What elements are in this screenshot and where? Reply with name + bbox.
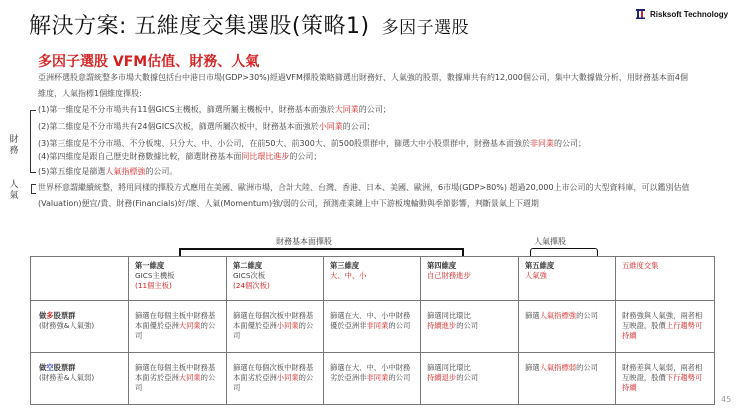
header-cell-empty bbox=[31, 257, 129, 301]
header-cell-dim2: 第二維度 GICS次板 (24個次板) bbox=[227, 257, 324, 301]
header-cell-dim1: 第一維度 GICS主機板 (11個主板) bbox=[129, 257, 227, 301]
dimension-3-highlight: 非同業 bbox=[530, 139, 555, 148]
dimension-3: (3)第三維度是不分市場、不分板塊、只分大、中、小公司，在前50大、前300大、前500股票群中，篩選大中小股票群中，財務基本面強於非同業的公司； bbox=[38, 139, 587, 148]
world-line-2: (Valuation)便宜/貴、財務(Financials)好/壞、人氣(Momentum)強/弱的公司，預測產業鏈上中下游板塊輪動與季節影響，判斷景氣上下週期 bbox=[38, 199, 539, 208]
table-cell: 篩選在大、中、小中財務優於亞洲非非同業的公司 bbox=[324, 301, 421, 353]
strategy-table bbox=[30, 256, 715, 405]
intro-line-2: 維度，人氣指標1個維度擇股: bbox=[38, 89, 142, 98]
row-label-long: 做多股票群 (財務強&人氣強) bbox=[31, 301, 129, 353]
dimension-1: (1)第一維度是不分市場共有11個GICS主機板，篩選所屬主機板中，財務基本面強於大同業的公司； bbox=[38, 105, 391, 114]
page-number: 45 bbox=[721, 395, 732, 404]
header-cell-dim4: 第四維度 自己財務進步 bbox=[421, 257, 519, 301]
table-header-row bbox=[31, 257, 715, 301]
risksoft-logo-icon bbox=[636, 9, 645, 19]
table-cell: 篩選在每個主板中財務基本面優於亞洲大同業的公司 bbox=[129, 301, 227, 353]
dimension-2-highlight: 小同業 bbox=[318, 122, 343, 131]
table-cell: 財務強與人氣強，兩者相互映證，股價上行趨勢可持續 bbox=[616, 301, 715, 353]
table-cell: 篩選人氣指標強的公司 bbox=[519, 301, 616, 353]
table-cell: 篩選在每個次板中財務基本面優於亞洲小同業的公司 bbox=[227, 301, 324, 353]
logo-text: Risksoft Technology bbox=[650, 9, 729, 19]
table-cell: 篩選在大、中、小中財務劣於亞洲非非同業的公司 bbox=[324, 353, 421, 405]
dimension-4: (4)第四維度是跟自己歷史財務數據比較，篩選財務基本面同比環比進步的公司； bbox=[38, 152, 322, 161]
side-label-popularity: 人氣 bbox=[9, 180, 19, 201]
header-cell-intersection: 五維度交集 bbox=[616, 257, 715, 301]
popularity-group-bracket bbox=[530, 248, 598, 256]
row-label-short: 做空股票群 (財務差&人氣弱) bbox=[31, 353, 129, 405]
table-cell: 財務差與人氣弱，兩者相互映證，股價下行趨勢可持續 bbox=[616, 353, 715, 405]
table-row-short bbox=[31, 353, 715, 405]
dimension-5-highlight: 人氣指標強 bbox=[105, 167, 146, 176]
company-logo bbox=[636, 9, 728, 19]
table-row-long bbox=[31, 301, 715, 353]
finance-bracket bbox=[30, 110, 36, 173]
header-cell-dim3: 第三維度 大、中、小 bbox=[324, 257, 421, 301]
table-cell: 篩選在每個次板中財務基本面劣於亞洲小同業的公司 bbox=[227, 353, 324, 405]
slide-title bbox=[29, 9, 469, 40]
group-label-finance: 財務基本面擇股 bbox=[276, 237, 332, 246]
title-sub: 多因子選股 bbox=[381, 18, 470, 38]
dimension-5: (5)第五維度是篩選人氣指標強的公司。 bbox=[38, 167, 178, 176]
dimension-4-highlight: 同比環比進步 bbox=[241, 152, 290, 161]
title-main: 解決方案: 五維度交集選股(策略1) bbox=[29, 14, 370, 39]
table-cell: 篩選在每個主板中財務基本面劣於亞洲大同業的公司 bbox=[129, 353, 227, 405]
popularity-bracket bbox=[31, 184, 36, 194]
side-label-finance: 財務 bbox=[9, 135, 19, 156]
world-line-1: 世界杯意謂繼續統整，將用同樣的擇股方式應用在美國、歐洲市場，合計大陸、台灣、香港、日本、美國、歐洲，6市場(GDP>80%) 超過20,000上市公司的大型資料庫，可以鑑別估值 bbox=[38, 183, 690, 192]
table-cell: 篩選同比環比 持續進步的公司 bbox=[421, 301, 519, 353]
dimension-1-highlight: 大同業 bbox=[334, 105, 359, 114]
section-heading: 多因子選股 VFM估值、財務、人氣 bbox=[38, 54, 260, 70]
group-label-popularity: 人氣擇股 bbox=[534, 237, 566, 246]
table-cell: 篩選人氣指標弱的公司 bbox=[519, 353, 616, 405]
dimension-2: (2)第二維度是不分市場共有24個GICS次板，篩選所屬次板中，財務基本面強於小同業的公司； bbox=[38, 122, 375, 131]
table-cell: 篩選同比環比 持續退步的公司 bbox=[421, 353, 519, 405]
header-cell-dim5: 第五維度 人氣強 bbox=[519, 257, 616, 301]
intro-line-1: 亞洲杯選股意謂統整多市場大數據包括台中港日市場(GDP>30%)經過VFM擇股策略篩選出財務好、人氣強的股票，數據庫共有約12,000個公司，集中大數據做分析，用財務基本面4個 bbox=[38, 73, 688, 82]
